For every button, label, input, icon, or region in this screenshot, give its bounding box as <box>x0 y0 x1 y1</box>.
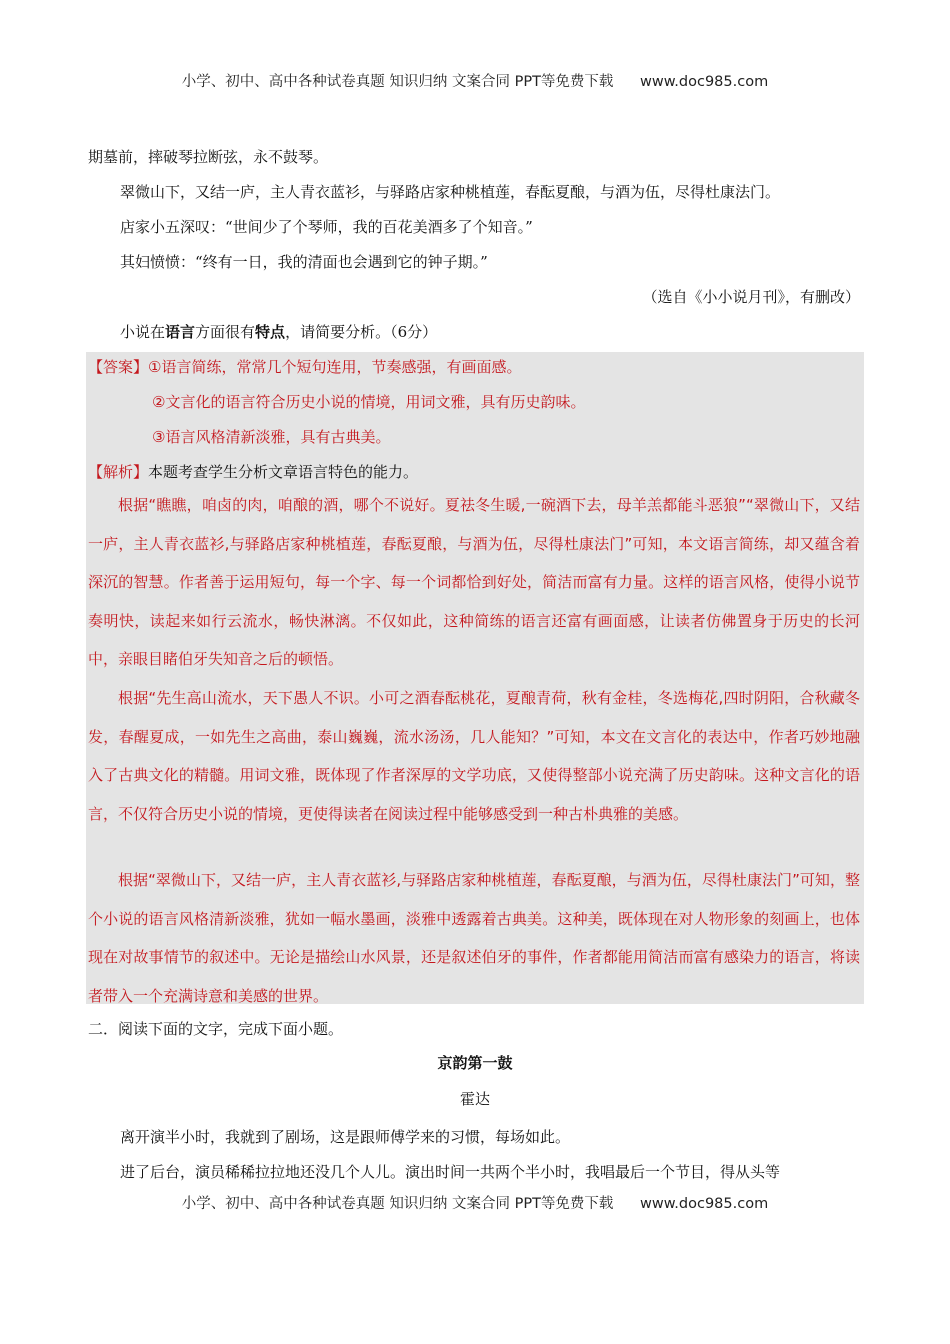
analysis-paragraph-3: 根据“翠微山下，又结一庐，主人青衣蓝衫,与驿路店家种桃植莲，春酝夏酿，与酒为伍，尽得杜康法门”可知，整个小说的语言风格清新淡雅，犹如一幅水墨画，淡雅中透露着古典美。这种美，既体现在对人物形象的刻画上，也体现在对故事情节的叙述中。无论是描绘山水风景，还是叙述伯牙的事件，作者都能用简洁而富有感染力的语言，将读者带入一个充满诗意和美感的世界。 <box>88 871 860 1005</box>
footer-url[interactable]: www.doc985.com <box>640 1196 769 1212</box>
analysis-row <box>88 457 418 487</box>
answer-item-3: ③语言风格清新淡雅，具有古典美。 <box>152 428 391 446</box>
story-line-1: 期墓前，摔破琴拉断弦，永不鼓琴。 <box>88 148 329 166</box>
question-post: ，请简要分析。（6分） <box>285 323 438 341</box>
answer-label: 【答案】 <box>88 358 149 376</box>
story-line-2: 翠微山下，又结一庐，主人青衣蓝衫，与驿路店家种桃植莲，春酝夏酿，与酒为伍，尽得杜康法门。 <box>120 183 781 201</box>
analysis-label: 【解析】 <box>88 463 149 481</box>
question-keyword-language: 语言 <box>165 323 196 341</box>
analysis-paragraph-1: 根据“瞧瞧，咱卤的肉，咱酿的酒，哪个不说好。夏祛冬生暖,一碗酒下去，母羊羔都能斗恶狼”“翠微山下，又结一庐，主人青衣蓝衫,与驿路店家种桃植莲，春酝夏酿，与酒为伍，尽得杜康法门”可知，本文语言简练，却又蕴含着深沉的智慧。作者善于运用短句，每一个字、每一个词都恰到好处，简洁而富有力量。这样的语言风格，使得小说节奏明快，读起来如行云流水，畅快淋漓。不仅如此，这种简练的语言还富有画面感，让读者仿佛置身于历史的长河中，亲眼目睹伯牙失知音之后的顿悟。 <box>88 496 860 668</box>
question <box>120 315 860 349</box>
analysis-paragraph-2: 根据“先生高山流水，天下愚人不识。小可之酒春酝桃花，夏酿青荷，秋有金桂，冬选梅花,四时阴阳，合秋藏冬发，春醒夏成，一如先生之高曲，泰山巍巍，流水汤汤，几人能知？”可知，本文在文言化的表达中，作者巧妙地融入了古典文化的精髓。用词文雅，既体现了作者深厚的文学功底，又使得整部小说充满了历史韵味。这种文言化的语言，不仅符合历史小说的情境，更使得读者在阅读过程中能够感受到一种古朴典雅的美感。 <box>88 689 860 823</box>
story-line-3: 店家小五深叹：“世间少了个琴师，我的百花美酒多了个知音。” <box>120 218 533 236</box>
footer-text: 小学、初中、高中各种试卷真题 知识归纳 文案合同 PPT等免费下载 <box>181 1196 614 1212</box>
answer-item-1: ①语言简练，常常几个短句连用，节奏感强，有画面感。 <box>148 358 522 376</box>
page-footer <box>0 1192 950 1213</box>
section-2-line-1: 离开演半小时，我就到了剧场，这是跟师傅学来的习惯，每场如此。 <box>120 1128 571 1146</box>
section-2-heading: 二．阅读下面的文字，完成下面小题。 <box>88 1020 344 1038</box>
header-url[interactable]: www.doc985.com <box>640 74 769 90</box>
question-pre: 小说在 <box>120 323 166 341</box>
story-line-4: 其妇愤愤：“终有一日，我的清面也会遇到它的钟子期。” <box>120 253 488 271</box>
page-header <box>0 70 950 91</box>
section-2-line-2: 进了后台，演员稀稀拉拉地还没几个人儿。演出时间一共两个半小时，我唱最后一个节目，得从头等 <box>120 1163 781 1181</box>
question-mid: 方面很有 <box>195 323 256 341</box>
question-keyword-feature: 特点 <box>255 323 286 341</box>
story-source: （选自《小小说月刊》，有删改） <box>642 288 860 306</box>
answer-row-1 <box>88 352 521 382</box>
story-author: 霍达 <box>459 1090 490 1108</box>
header-text: 小学、初中、高中各种试卷真题 知识归纳 文案合同 PPT等免费下载 <box>181 74 614 90</box>
analysis-intro: 本题考查学生分析文章语言特色的能力。 <box>148 463 419 481</box>
story-title: 京韵第一鼓 <box>437 1054 513 1072</box>
answer-item-2: ②文言化的语言符合历史小说的情境，用词文雅，具有历史韵味。 <box>152 393 586 411</box>
